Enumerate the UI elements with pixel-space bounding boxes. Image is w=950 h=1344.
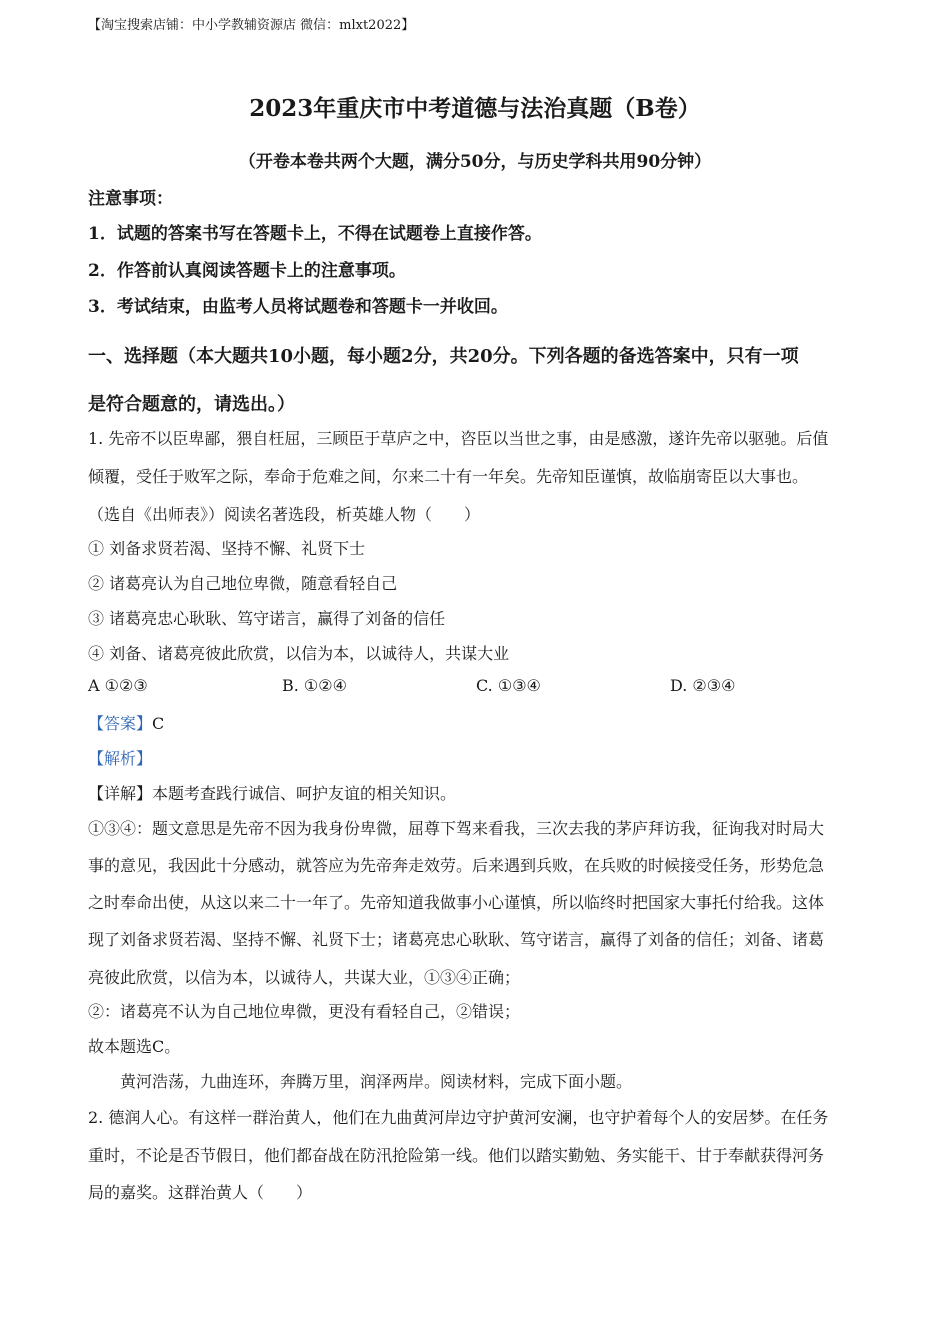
statement-item: ① 刘备求贤若渴、坚持不懈、礼贤下士 bbox=[88, 539, 366, 558]
option-c: C. ①③④ bbox=[476, 676, 541, 695]
detail-line: 现了刘备求贤若渴、坚持不懈、礼贤下士；诸葛亮忠心耿耿、笃守诺言，赢得了刘备的信任；刘备、诸葛 bbox=[88, 930, 825, 949]
statement-item: ② 诸葛亮认为自己地位卑微，随意看轻自己 bbox=[88, 574, 398, 593]
page-title: 2023年重庆市中考道德与法治真题（B卷） bbox=[249, 95, 701, 122]
question-stem: 1. 先帝不以臣卑鄙，猥自枉屈，三顾臣于草庐之中，咨臣以当世之事，由是感激，遂许先帝以驱驰。后值 bbox=[88, 429, 829, 448]
question-stem: （选自《出师表》）阅读名著选段，析英雄人物（ ） bbox=[88, 505, 481, 524]
option-d: D. ②③④ bbox=[670, 676, 736, 695]
detail-line: ①③④：题文意思是先帝不因为我身份卑微，屈尊下驾来看我，三次去我的茅庐拜访我，征询我对时局大 bbox=[88, 819, 825, 838]
statement-item: ④ 刘备、诸葛亮彼此欣赏，以信为本，以诚待人，共谋大业 bbox=[88, 644, 510, 663]
detail-line: 之时奉命出使，从这以来二十一年了。先帝知道我做事小心谨慎，所以临终时把国家大事托付给我。这体 bbox=[88, 893, 825, 912]
detail-line: 【详解】本题考查践行诚信、呵护友谊的相关知识。 bbox=[88, 784, 457, 803]
answer-value: C bbox=[152, 714, 165, 733]
notice-item: 2．作答前认真阅读答题卡上的注意事项。 bbox=[88, 261, 406, 281]
question-stem: 局的嘉奖。这群治黄人（ ） bbox=[88, 1183, 313, 1202]
notice-item: 3．考试结束，由监考人员将试题卷和答题卡一并收回。 bbox=[88, 297, 508, 317]
option-a: A ①②③ bbox=[88, 676, 148, 695]
answer-tag: 【答案】 bbox=[88, 714, 153, 733]
question-stem: 倾覆，受任于败军之际，奉命于危难之间，尔来二十有一年矣。先帝知臣谨慎，故临崩寄臣以大事也。 bbox=[88, 467, 809, 486]
statement-item: ③ 诸葛亮忠心耿耿、笃守诺言，赢得了刘备的信任 bbox=[88, 609, 446, 628]
exam-subtitle: （开卷本卷共两个大题，满分50分，与历史学科共用90分钟） bbox=[238, 152, 712, 172]
option-b: B. ①②④ bbox=[282, 676, 347, 695]
detail-line: ②：诸葛亮不认为自己地位卑微，更没有看轻自己，②错误； bbox=[88, 1002, 521, 1021]
analysis-tag: 【解析】 bbox=[88, 749, 153, 768]
notice-item: 1．试题的答案书写在答题卡上，不得在试题卷上直接作答。 bbox=[88, 224, 542, 244]
section-heading: 一、选择题（本大题共10小题，每小题2分，共20分。下列各题的备选答案中，只有一项 bbox=[88, 346, 799, 367]
notice-heading: 注意事项： bbox=[88, 189, 173, 209]
watermark-text: 【淘宝搜索店铺：中小学教辅资源店 微信：mlxt2022】 bbox=[88, 18, 415, 33]
question-stem: 2. 德润人心。有这样一群治黄人，他们在九曲黄河岸边守护黄河安澜，也守护着每个人的安居梦。在任务 bbox=[88, 1108, 829, 1127]
detail-line: 亮彼此欣赏，以信为本，以诚待人，共谋大业，①③④正确； bbox=[88, 968, 521, 987]
answer-line bbox=[88, 711, 164, 734]
section-heading-cont: 是符合题意的，请选出。） bbox=[88, 394, 295, 415]
question-stem: 重时，不论是否节假日，他们都奋战在防汛抢险第一线。他们以踏实勤勉、务实能干、甘于奉献获得河务 bbox=[88, 1146, 825, 1165]
detail-line: 事的意见，我因此十分感动，就答应为先帝奔走效劳。后来遇到兵败，在兵败的时候接受任务，形势危急 bbox=[88, 856, 825, 875]
detail-line: 故本题选C。 bbox=[88, 1037, 181, 1056]
material-intro: 黄河浩荡，九曲连环，奔腾万里，润泽两岸。阅读材料，完成下面小题。 bbox=[120, 1072, 633, 1091]
